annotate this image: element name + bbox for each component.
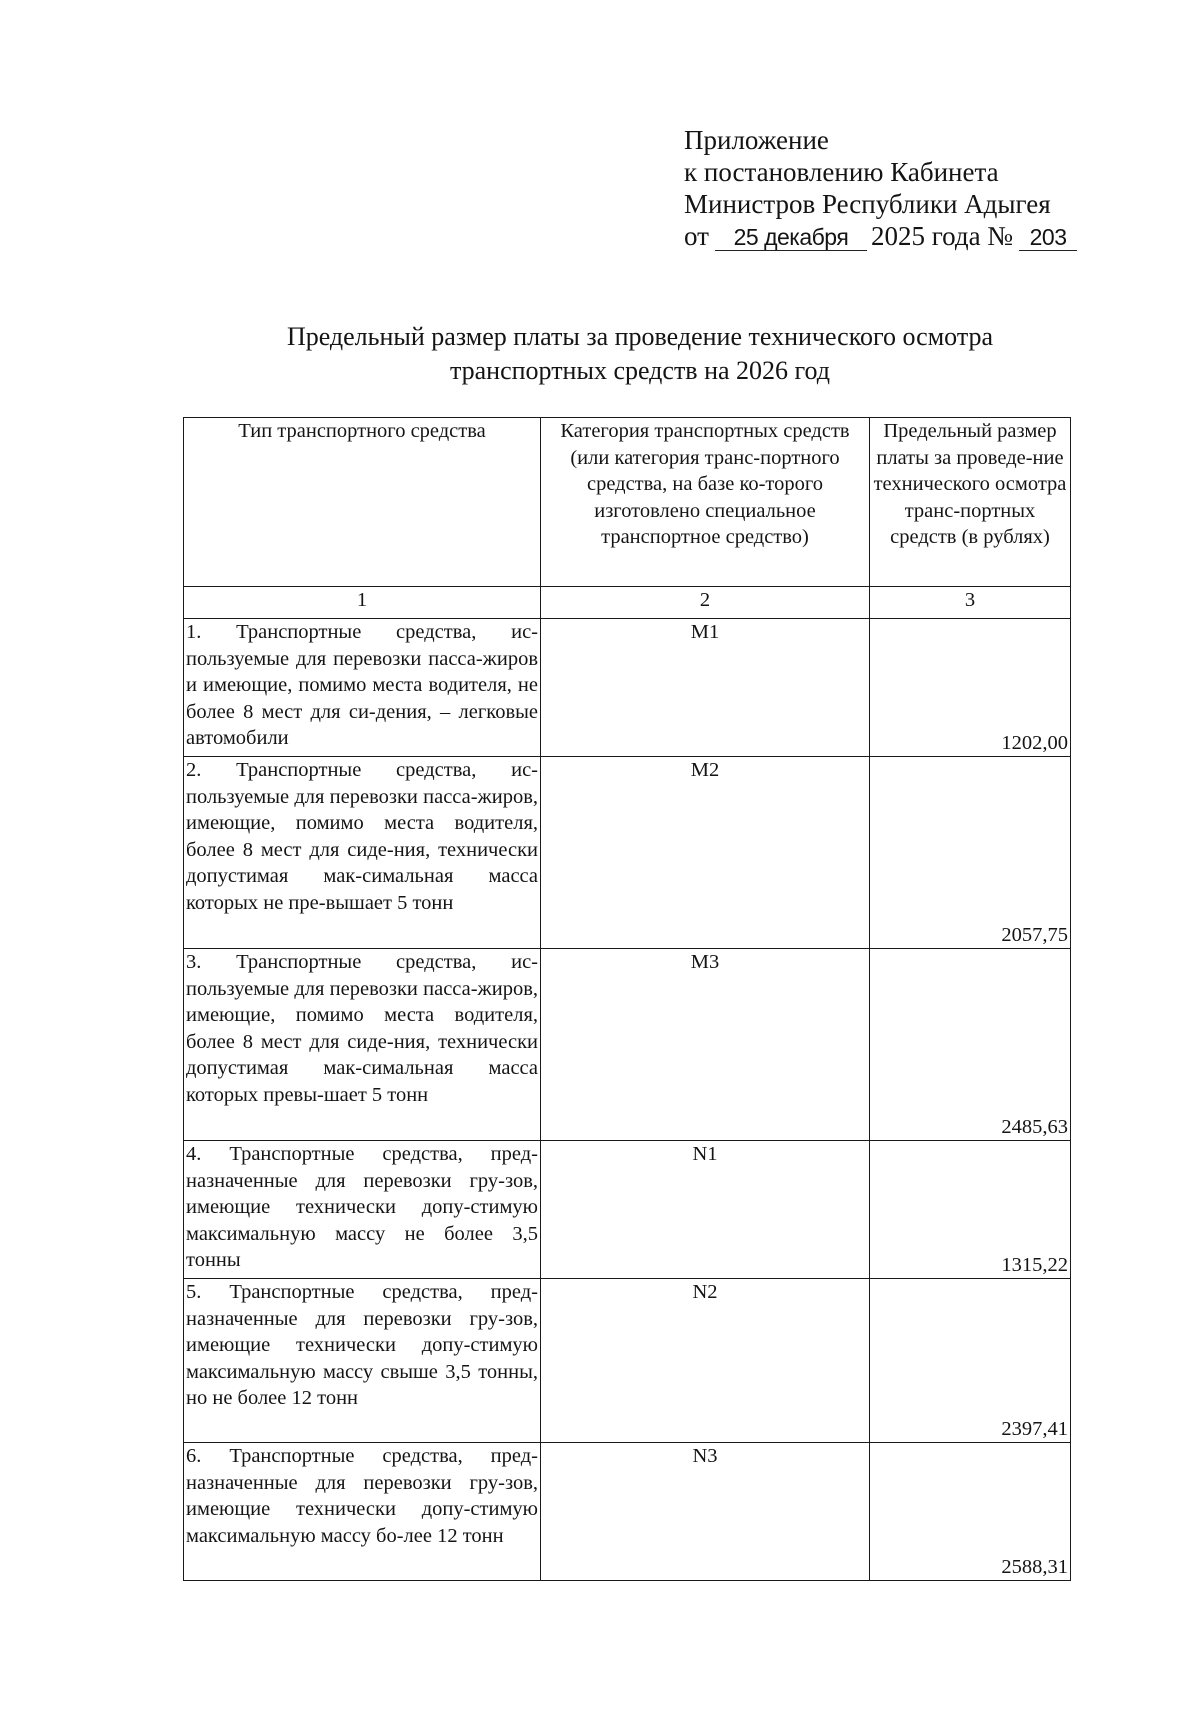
- title-line-2: транспортных средств на 2026 год: [449, 356, 831, 385]
- table-row: [184, 1279, 1071, 1443]
- column-number: 3: [870, 587, 1071, 619]
- table-row: [184, 619, 1071, 757]
- fee-cell: 1315,22: [870, 1141, 1071, 1279]
- header-category: Категория транспортных средств (или категория транс-портного средства, на базе ко-торого изготовлено специальное транспортное средство): [541, 418, 870, 587]
- vehicle-type-cell: 6. Транспортные средства, пред-назначенные для перевозки гру-зов, имеющие технически допу-стимую максимальную массу бо-лее 12 тонн: [184, 1443, 541, 1581]
- vehicle-type-cell: 5. Транспортные средства, пред-назначенные для перевозки гру-зов, имеющие технически допу-стимую максимальную массу свыше 3,5 тонны, но не более 12 тонн: [184, 1279, 541, 1443]
- appendix-line-3: Министров Республики Адыгея: [684, 189, 1051, 219]
- category-cell: M2: [541, 757, 870, 949]
- category-cell: N1: [541, 1141, 870, 1279]
- document-title: [180, 320, 1100, 388]
- from-label: от: [684, 221, 709, 251]
- category-cell: M1: [541, 619, 870, 757]
- appendix-block: [684, 124, 1077, 252]
- vehicle-type-cell: 1. Транспортные средства, ис-пользуемые для перевозки пасса-жиров и имеющие, помимо места водителя, не более 8 мест для си-дения, – легковые автомобили: [184, 619, 541, 757]
- category-cell: N3: [541, 1443, 870, 1581]
- header-vehicle-type: Тип транспортного средства: [184, 418, 541, 587]
- year-label: 2025 года №: [870, 221, 1014, 251]
- table-row: [184, 1141, 1071, 1279]
- fee-table: [183, 417, 1071, 1581]
- table-row: [184, 757, 1071, 949]
- fee-cell: 2057,75: [870, 757, 1071, 949]
- decree-date: 25 декабря: [715, 224, 867, 251]
- table-row: [184, 1443, 1071, 1581]
- fee-cell: 2588,31: [870, 1443, 1071, 1581]
- category-cell: N2: [541, 1279, 870, 1443]
- fee-cell: 1202,00: [870, 619, 1071, 757]
- vehicle-type-cell: 2. Транспортные средства, ис-пользуемые для перевозки пасса-жиров, имеющие, помимо места водителя, более 8 мест для сиде-ния, технически допустимая мак-симальная масса которых не пре-вышает 5 тонн: [184, 757, 541, 949]
- fee-cell: 2397,41: [870, 1279, 1071, 1443]
- header-row: [184, 418, 1071, 587]
- column-number: 2: [541, 587, 870, 619]
- fee-cell: 2485,63: [870, 949, 1071, 1141]
- column-number-row: [184, 587, 1071, 619]
- category-cell: M3: [541, 949, 870, 1141]
- vehicle-type-cell: 3. Транспортные средства, ис-пользуемые для перевозки пасса-жиров, имеющие, помимо места водителя, более 8 мест для сиде-ния, технически допустимая мак-симальная масса которых превы-шает 5 тонн: [184, 949, 541, 1141]
- appendix-line-1: Приложение: [684, 125, 829, 155]
- title-line-1: Предельный размер платы за проведение технического осмотра: [286, 322, 994, 351]
- appendix-line-2: к постановлению Кабинета: [684, 157, 999, 187]
- table-row: [184, 949, 1071, 1141]
- vehicle-type-cell: 4. Транспортные средства, пред-назначенные для перевозки гру-зов, имеющие технически допу-стимую максимальную массу не более 3,5 тонны: [184, 1141, 541, 1279]
- column-number: 1: [184, 587, 541, 619]
- decree-number: 203: [1019, 224, 1077, 251]
- header-max-fee: Предельный размер платы за проведе-ние технического осмотра транс-портных средств (в рублях): [870, 418, 1071, 587]
- appendix-line-4: [684, 220, 1077, 252]
